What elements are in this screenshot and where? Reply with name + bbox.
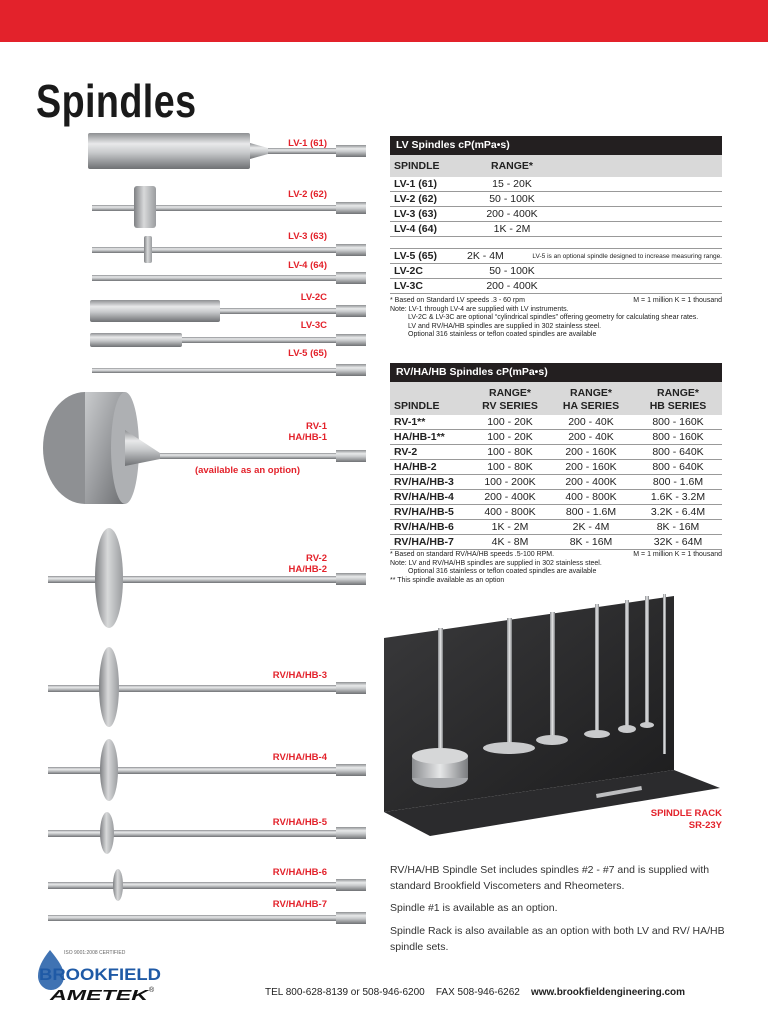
label-lv3c: LV-3C xyxy=(300,320,327,331)
lv-table-title: LV Spindles cP(mPa•s) xyxy=(390,136,722,155)
rv-table-cell: RV/HA/HB-3 xyxy=(394,476,454,488)
rv-table-cell: 200 - 400K xyxy=(565,476,617,488)
lv-footnote-4: LV and RV/HA/HB spindles are supplied in 302 stainless steel. xyxy=(408,322,602,330)
lv-table-rows-2 xyxy=(390,249,722,294)
rv-table-cell: 800 - 1.6M xyxy=(565,506,617,518)
rv-table-cell: 1.6K - 3.2M xyxy=(650,491,706,503)
rv-col-rv-2: RV SERIES xyxy=(482,400,538,412)
spindle-rv3 xyxy=(48,647,366,727)
lv-table-cell: 1K - 2M xyxy=(493,223,531,235)
lv-table-rows xyxy=(390,177,722,237)
rv-table-cell: 100 - 80K xyxy=(487,446,533,458)
rv-table-cell: 100 - 20K xyxy=(487,431,533,443)
spindle-rv2 xyxy=(48,528,366,628)
lv-table-row xyxy=(390,279,722,294)
label-lv4: LV-4 (64) xyxy=(288,260,327,271)
rv-table-cell: 2K - 4M xyxy=(572,521,610,533)
rv-table-row xyxy=(390,475,722,490)
lv-table-row xyxy=(390,192,722,207)
footer-website-link[interactable]: www.brookfieldengineering.com xyxy=(530,987,686,998)
rv-table-row xyxy=(390,535,722,550)
lv-table-cell: LV-4 (64) xyxy=(394,223,437,235)
footer-tel: TEL 800-628-8139 or 508-946-6200 xyxy=(265,987,425,998)
rv-table-cell: RV/HA/HB-5 xyxy=(394,506,454,518)
rv-table-cell: 100 - 80K xyxy=(487,461,533,473)
rv-col-spindle: SPINDLE xyxy=(394,400,440,412)
rv-table-row xyxy=(390,415,722,430)
spindle-lv2c xyxy=(90,300,366,322)
rv-table-cell: 800 - 160K xyxy=(652,416,704,428)
paragraph-spindle-set: RV/HA/HB Spindle Set includes spindles #2 - #7 and is supplied with standard Brookfield Viscometers and Rheometers. xyxy=(390,864,710,892)
rv-table-cell: 1K - 2M xyxy=(491,521,529,533)
rv-col-ha-1: RANGE* xyxy=(569,387,612,399)
label-rv2-a: RV-2 xyxy=(306,553,327,564)
spindle-rv1 xyxy=(43,392,366,504)
iso-certified-text: ISO 9001:2008 CERTIFIED xyxy=(64,950,126,956)
lv-spindles-table xyxy=(390,136,722,294)
lv-table-cell: 50 - 100K xyxy=(489,265,535,277)
lv-footnote-3: LV-2C & LV-3C are optional “cylindrical spindles” offering geometry for calculating shear rates. xyxy=(408,314,699,321)
rv-table-row xyxy=(390,460,722,475)
footer-fax: FAX 508-946-6262 xyxy=(435,987,520,998)
rv-table-cell: 800 - 640K xyxy=(652,461,704,473)
rv-table-cell: 100 - 200K xyxy=(484,476,536,488)
lv-table-header xyxy=(390,155,722,177)
rv-table-rows xyxy=(390,415,722,550)
label-lv2: LV-2 (62) xyxy=(288,189,327,200)
lv-table-cell: 200 - 400K xyxy=(486,280,538,292)
rv-footnote-1: * Based on standard RV/HA/HB speeds .5-100 RPM. xyxy=(390,551,555,558)
label-lv3: LV-3 (63) xyxy=(288,231,327,242)
paragraph-spindle-option: Spindle #1 is available as an option. xyxy=(390,902,558,914)
label-rv2-b: HA/HB-2 xyxy=(288,564,327,575)
page-title: Spindles xyxy=(36,75,197,127)
rv-table-cell: 8K - 16M xyxy=(656,521,700,533)
rv-table-cell: RV/HA/HB-4 xyxy=(394,491,454,503)
ametek-trademark: ® xyxy=(149,987,155,994)
rv-table-title: RV/HA/HB Spindles cP(mPa•s) xyxy=(390,363,722,382)
label-rv1-b: HA/HB-1 xyxy=(288,432,327,443)
lv-table-cell: 50 - 100K xyxy=(489,193,535,205)
label-lv2c: LV-2C xyxy=(300,292,327,303)
lv-table-row xyxy=(390,249,722,264)
label-lv5: LV-5 (65) xyxy=(288,348,327,359)
label-rv3: RV/HA/HB-3 xyxy=(272,670,327,681)
lv-footnote-5: Optional 316 stainless or teflon coated spindles are available xyxy=(408,331,597,338)
rv-col-hb-1: RANGE* xyxy=(656,387,699,399)
lv-table-cell: 2K - 4M xyxy=(467,250,504,262)
lv-footnote-units: M = 1 million K = 1 thousand xyxy=(633,297,722,304)
rv-table-cell: 4K - 8M xyxy=(491,536,529,548)
rv-table-row xyxy=(390,445,722,460)
brookfield-wordmark: BROOKFIELD xyxy=(39,965,161,984)
lv-table-row xyxy=(390,222,722,237)
rv-table-cell: RV-2 xyxy=(394,446,418,458)
spindle-rack-image xyxy=(384,588,722,844)
spindle-rv7 xyxy=(48,912,366,924)
rv-footnote-units: M = 1 million K = 1 thousand xyxy=(633,551,722,558)
lv-table-row xyxy=(390,264,722,279)
rv-col-hb xyxy=(634,387,722,413)
label-lv1: LV-1 (61) xyxy=(288,138,327,149)
label-rv4: RV/HA/HB-4 xyxy=(272,752,327,763)
brookfield-logo-icon xyxy=(36,946,166,1006)
lv-table-cell: 15 - 20K xyxy=(492,178,532,190)
rv-table-cell: 800 - 640K xyxy=(652,446,704,458)
label-rv1-a: RV-1 xyxy=(306,421,327,432)
lv-table-gap xyxy=(390,237,722,249)
rv-col-rv-1: RANGE* xyxy=(488,387,531,399)
rv-table-cell: 3.2K - 6.4M xyxy=(650,506,706,518)
rv-footnote-3: Optional 316 stainless or teflon coated spindles are available xyxy=(408,568,597,575)
rv-table-row xyxy=(390,520,722,535)
label-rv2 xyxy=(288,553,327,575)
rv-table-cell: 400 - 800K xyxy=(565,491,617,503)
rv-footnote-2: Note: LV and RV/HA/HB spindles are supplied in 302 stainless steel. xyxy=(390,559,602,567)
rv-table-cell: 400 - 800K xyxy=(484,506,536,518)
lv-table-row xyxy=(390,177,722,192)
spindle-rv4 xyxy=(48,739,366,801)
rack-label-2: SR-23Y xyxy=(688,820,722,831)
paragraph-rack-option: Spindle Rack is also available as an option with both LV and RV/ HA/HB spindle sets. xyxy=(390,925,725,953)
label-rv5: RV/HA/HB-5 xyxy=(272,817,327,828)
lv-table-row xyxy=(390,207,722,222)
spindle-lv5 xyxy=(92,364,366,376)
rv-table-row xyxy=(390,505,722,520)
rv-table-row xyxy=(390,430,722,445)
rv-table-cell: RV/HA/HB-6 xyxy=(394,521,454,533)
rv-table-row xyxy=(390,490,722,505)
rv-table-cell: RV-1** xyxy=(394,416,426,428)
label-rv1 xyxy=(288,421,327,443)
lv-footnote-2: Note: LV-1 through LV-4 are supplied with LV instruments. xyxy=(390,305,569,313)
rv-table-footnotes xyxy=(390,551,722,585)
label-rv6: RV/HA/HB-6 xyxy=(272,867,327,878)
rv-footnote-4: ** This spindle available as an option xyxy=(390,576,505,584)
rv-table-header xyxy=(390,382,722,415)
rv-col-ha-2: HA SERIES xyxy=(562,400,620,412)
rv-col-ha xyxy=(548,387,634,413)
rv-table-cell: 200 - 40K xyxy=(568,431,614,443)
lv-table-cell: LV-2 (62) xyxy=(394,193,437,205)
lv-col-range: RANGE* xyxy=(490,160,533,172)
rv-table-cell: 200 - 40K xyxy=(568,416,614,428)
rv-table-cell: 800 - 1.6M xyxy=(652,476,704,488)
rv-table-cell: 8K - 16M xyxy=(569,536,613,548)
rv-table-cell: 200 - 160K xyxy=(565,446,617,458)
spindle-lv4 xyxy=(92,272,366,284)
rv-table-cell: HA/HB-2 xyxy=(394,461,437,473)
rv-table-cell: 800 - 160K xyxy=(652,431,704,443)
lv-table-cell: LV-3C xyxy=(394,280,423,292)
lv-footnote-1: * Based on Standard LV speeds .3 - 60 rpm xyxy=(390,297,525,304)
rv-table-cell: HA/HB-1** xyxy=(394,431,445,443)
rv-col-rv xyxy=(472,387,548,413)
spindle-rack-caption xyxy=(651,808,722,832)
spindle-lv3c xyxy=(90,333,366,347)
lv-table-cell: LV-1 (61) xyxy=(394,178,437,190)
rv-table-cell: 100 - 20K xyxy=(487,416,533,428)
lv-table-footnotes xyxy=(390,297,722,340)
lv-table-cell: LV-2C xyxy=(394,265,423,277)
rv-spindles-table xyxy=(390,363,722,550)
rv-table-cell: 200 - 160K xyxy=(565,461,617,473)
lv-table-cell: 200 - 400K xyxy=(486,208,538,220)
brookfield-ametek-logo xyxy=(36,946,166,1006)
label-rv7: RV/HA/HB-7 xyxy=(272,899,327,910)
footer-contact xyxy=(265,987,685,998)
lv-table-cell: LV-3 (63) xyxy=(394,208,437,220)
rv-table-cell: RV/HA/HB-7 xyxy=(394,536,454,548)
label-rv1-option: (available as an option) xyxy=(194,465,300,476)
ametek-wordmark: AMETEK xyxy=(48,987,150,1004)
rv-table-cell: 200 - 400K xyxy=(484,491,536,503)
rack-label-1: SPINDLE RACK xyxy=(650,808,722,819)
rv-col-hb-2: HB SERIES xyxy=(649,400,707,412)
lv-table-cell: LV-5 is an optional spindle designed to increase measuring range. xyxy=(532,253,722,260)
lv-col-spindle: SPINDLE xyxy=(394,160,440,172)
lv-table-cell: LV-5 (65) xyxy=(394,250,437,262)
rv-table-cell: 32K - 64M xyxy=(653,536,703,548)
